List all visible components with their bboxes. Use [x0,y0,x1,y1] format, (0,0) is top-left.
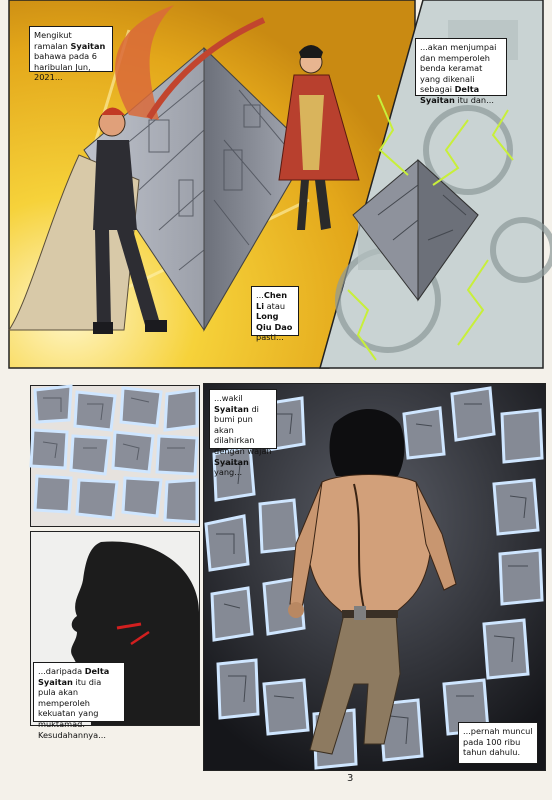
caption-segment: Long Qiu Dao [256,311,293,332]
caption-segment: ...wakil [214,393,243,403]
caption-2-text [420,42,496,105]
caption-segment: ...akan menjumpai dan memperoleh benda keramat yang dikenali sebagai [420,42,497,95]
caption-1 [29,26,113,83]
caption-6-text [463,726,533,757]
panel-5 [203,383,546,771]
caption-segment: itu dan... [454,94,494,105]
panel-4 [30,531,200,740]
caption-segment: Delta Syaitan [420,84,480,105]
page-number: 3 [347,773,354,784]
caption-5-text [38,666,109,740]
caption-4 [209,389,277,478]
caption-segment: Mengikut ramalan [34,30,72,51]
caption-segment: di bumi pun akan dilahirkan dengan wajah [214,403,272,456]
panel-3-art [31,386,199,526]
caption-segment: ...daripada [38,666,85,676]
caption-segment: Syaitan [70,40,106,51]
caption-6 [458,722,538,764]
panel-2 [318,0,543,368]
caption-segment: itu dia pula akan memperoleh kekuatan yang muktamad. Kesudahannya... [38,676,106,740]
caption-2 [415,38,507,105]
caption-segment: Syaitan [214,403,249,414]
caption-5 [33,662,125,740]
caption-segment: ...pernah muncul pada 100 ribu tahun dahulu. [463,726,533,758]
caption-segment: Delta Syaitan [38,666,110,687]
caption-3-text [256,290,292,342]
caption-segment: Chen Li [256,290,288,311]
caption-segment: Syaitan [214,456,249,467]
caption-segment: pasti... [256,332,284,343]
panel-3 [30,385,200,527]
caption-segment: bahawa pada 6 haribulan Jun, 2021... [34,51,97,83]
caption-3 [251,286,299,343]
caption-segment: atau [264,300,286,311]
caption-segment: ... [256,290,264,300]
caption-segment: yang... [214,467,243,478]
